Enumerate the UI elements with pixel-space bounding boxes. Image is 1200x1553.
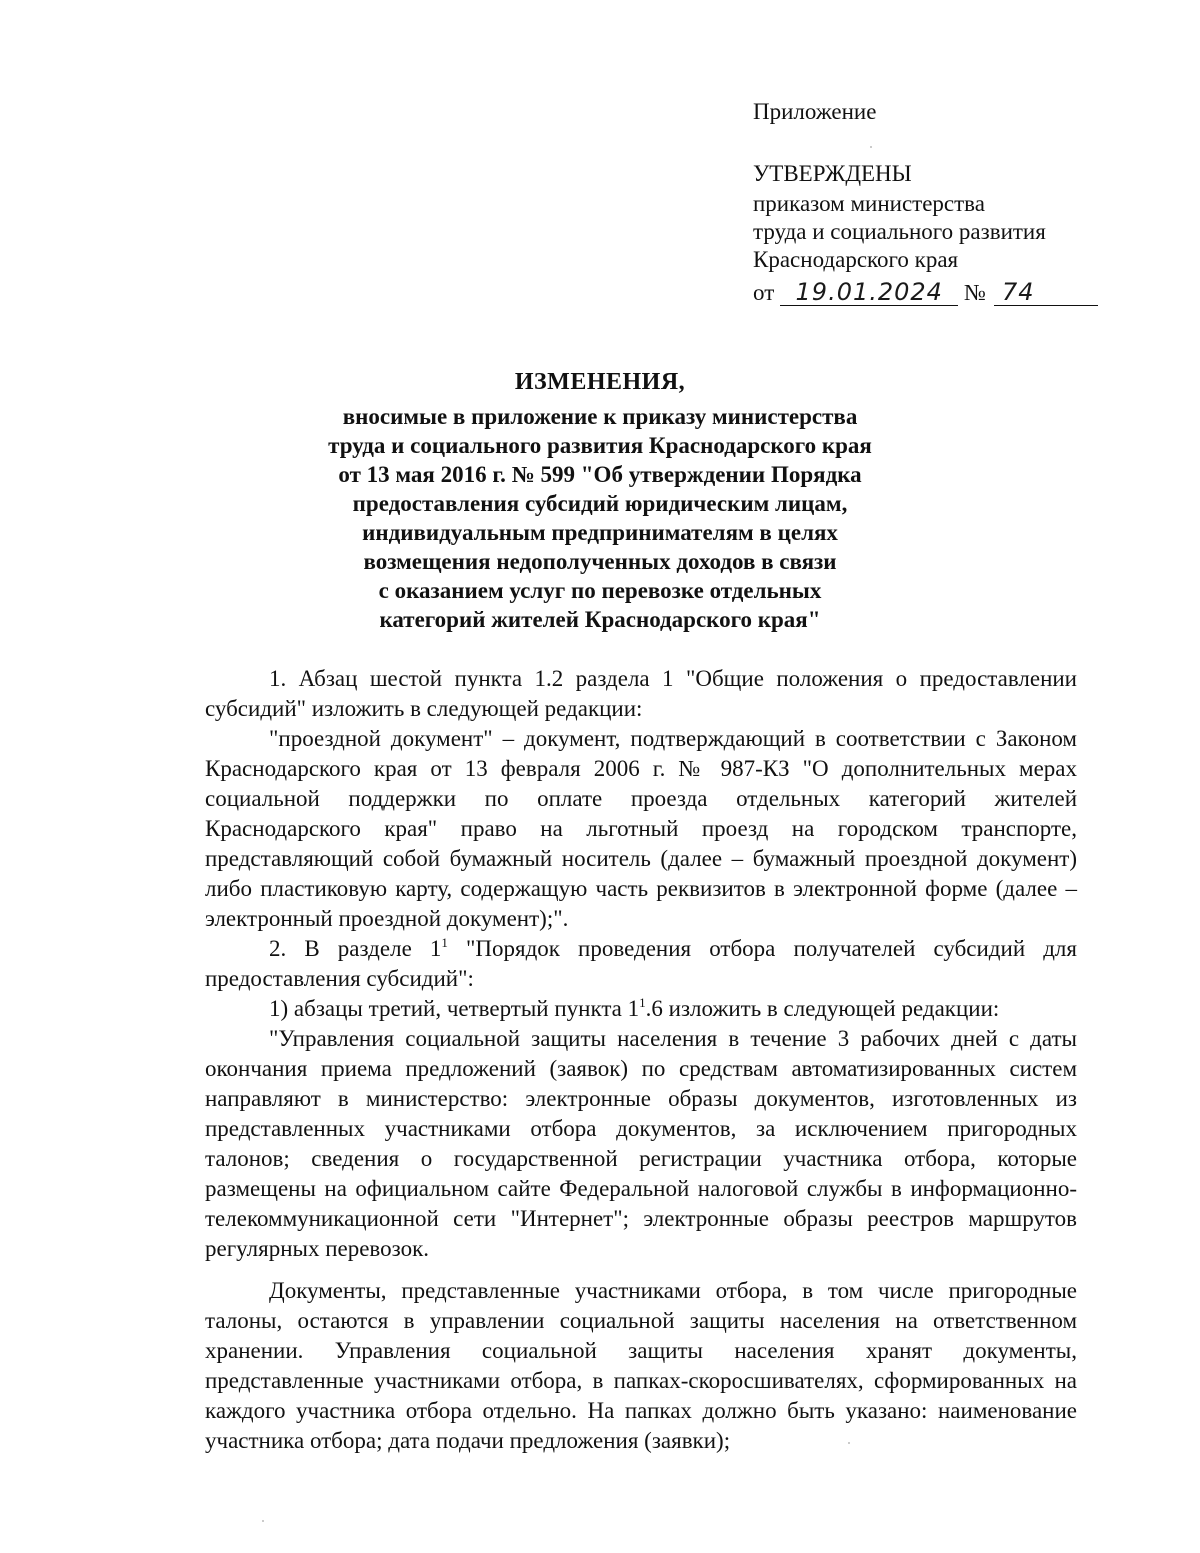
- heading-line: категорий жителей Краснодарского края": [379, 607, 821, 632]
- document-body: [205, 664, 1077, 1456]
- paragraph-2: "проездной документ" – документ, подтверждающий в соответствии с Законом Краснодарского края от 13 февраля 2006 г. № 987-КЗ "О дополнительных мерах социальной поддержки по оплате проезда отдельных категорий жителей Краснодарского края" право на льготный проезд на городском транспорте, представляющий собой бумажный носитель (далее – бумажный проездной документ) либо пластиковую карту, содержащую часть реквизитов в электронной форме (далее – электронный проездной документ);".: [205, 726, 1077, 931]
- approval-line: труда и социального развития: [753, 219, 1046, 244]
- document-heading: [230, 368, 970, 634]
- paragraph-5: "Управления социальной защиты населения в течение 3 рабочих дней с даты окончания приема предложений (заявок) по средствам автоматизированных систем направляют в министерство: электронные образы документов, изготовленных из представленных участниками отбора документов, за исключением пригородных талонов; сведения о государственной регистрации участника отбора, которые размещены на официальном сайте Федеральной налоговой службы в информационно-телекоммуникационной сети "Интернет"; электронные образы реестров маршрутов регулярных перевозок.: [205, 1026, 1077, 1261]
- heading-line: труда и социального развития Краснодарского края: [328, 433, 872, 458]
- appendix-label: Приложение: [753, 99, 877, 124]
- paragraph-6: Документы, представленные участниками отбора, в том числе пригородные талоны, остаются в управлении социальной защиты населения на ответственном хранении. Управления социальной защиты населения хранят документы, представленные участниками отбора, в папках-скоросшивателях, сформированных на каждого участника отбора отдельно. На папках должно быть указано: наименование участника отбора; дата подачи предложения (заявки);: [205, 1278, 1077, 1453]
- heading-line: предоставления субсидий юридическим лицам,: [352, 491, 848, 516]
- heading-line: индивидуальным предпринимателям в целях: [362, 520, 838, 545]
- approval-line: Краснодарского края: [753, 247, 959, 272]
- handwritten-number: 74: [994, 279, 1098, 306]
- superscript: 1: [441, 935, 448, 950]
- handwritten-date: 19.01.2024: [780, 279, 958, 306]
- date-prefix: от: [753, 280, 775, 305]
- scan-speck: [262, 1520, 264, 1522]
- approval-line: приказом министерства: [753, 191, 985, 216]
- paragraph-3-end: "Порядок проведения отбора получателей субсидий для предоставления субсидий":: [205, 936, 1077, 991]
- heading-line: от 13 мая 2016 г. № 599 "Об утверждении Порядка: [338, 462, 862, 487]
- superscript: 1: [639, 995, 646, 1010]
- heading-line: возмещения недополученных доходов в связи: [363, 549, 837, 574]
- scan-speck: [848, 1442, 850, 1444]
- paragraph-3: [205, 934, 1077, 994]
- approved-stamp-title: УТВЕРЖДЕНЫ: [753, 161, 912, 186]
- document-title: ИЗМЕНЕНИЯ,: [514, 369, 686, 395]
- paragraph-4: [205, 994, 1077, 1024]
- heading-line: вносимые в приложение к приказу министерства: [342, 404, 858, 429]
- approval-block: [753, 190, 1046, 274]
- number-prefix: №: [964, 280, 986, 305]
- paragraph-1: 1. Абзац шестой пункта 1.2 раздела 1 "Общие положения о предоставлении субсидий" изложить в следующей редакции:: [205, 666, 1077, 721]
- paragraph-3-start: 2. В разделе 1: [269, 936, 442, 961]
- heading-line: с оказанием услуг по перевозке отдельных: [378, 578, 822, 603]
- paragraph-4-start: 1) абзацы третий, четвертый пункта 1: [269, 996, 640, 1021]
- order-date-row: [753, 278, 1098, 308]
- paragraph-4-end: .6 изложить в следующей редакции:: [645, 996, 1000, 1021]
- scan-speck: [870, 146, 872, 148]
